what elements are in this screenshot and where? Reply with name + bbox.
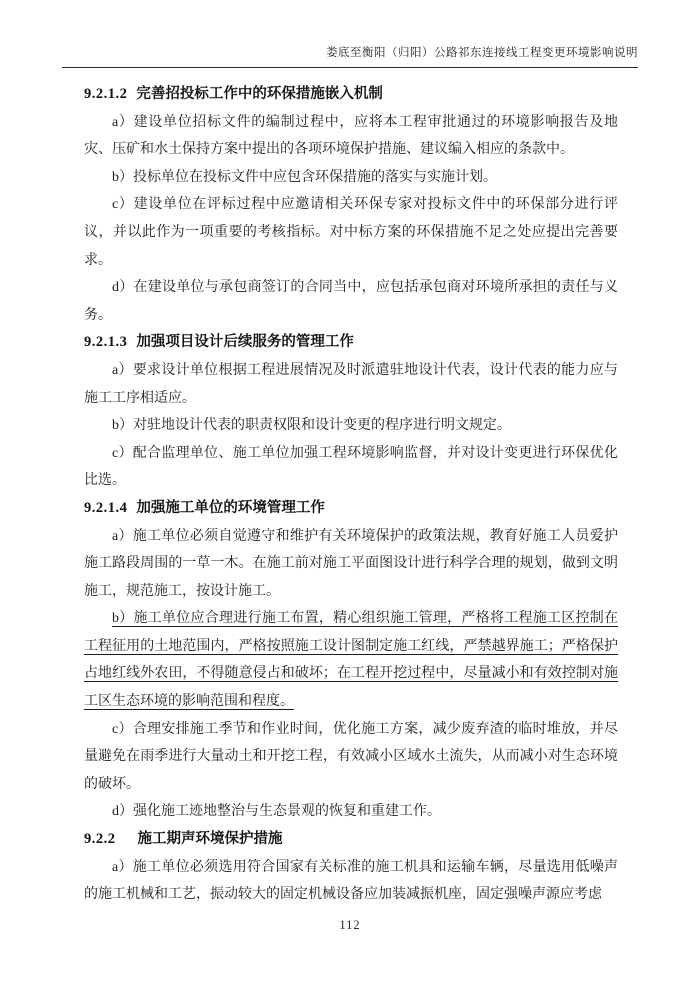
section-number: 9.2.1.3: [84, 334, 128, 351]
page-footer: [0, 918, 700, 933]
section-heading-922: [84, 826, 618, 854]
paragraph: c）合理安排施工季节和作业时间，优化施工方案，减少废弃渣的临时堆放，并尽量避免在雨季进行大量动土和开挖工程，有效减小区域水土流失，从而减小对生态环境的破坏。: [84, 721, 618, 792]
paragraph: a）施工单位必须选用符合国家有关标准的施工机具和运输车辆，尽量选用低噪声的施工机械和工艺，振动较大的固定机械设备应加装减振机座，固定强噪声源应考虑: [84, 859, 618, 903]
header-rule: [62, 67, 638, 68]
section-title: 加强施工单位的环境管理工作: [136, 499, 325, 516]
paragraph: b）投标单位在投标文件中应包含环保措施的落实与实施计划。: [112, 169, 497, 185]
paragraph-underlined: b）施工单位应合理进行施工布置，精心组织施工管理，严格将工程施工区控制在工程征用的土地范围内，严格按照施工设计图制定施工红线，严禁越界施工；严格保护占地红线外农田，不得随意侵占和破坏；在工程开挖过程中，尽量减小和有效控制对施工区生态环境的影响范围和程度。: [84, 611, 618, 710]
paragraph: a）施工单位必须自觉遵守和维护有关环境保护的政策法规，教育好施工人员爱护施工路段周围的一草一木。在施工前对施工平面图设计进行科学合理的规划，做到文明施工，规范施工，按设计施工。: [84, 528, 618, 599]
section-title: 完善招投标工作中的环保措施嵌入机制: [136, 86, 383, 102]
section-title: 加强项目设计后续服务的管理工作: [136, 334, 354, 351]
paragraph: c）建设单位在评标过程中应邀请相关环保专家对投标文件中的环保部分进行评议，并以此作为一项重要的考核指标。对中标方案的环保措施不足之处应提出完善要求。: [84, 197, 618, 268]
page-number: 112: [339, 918, 361, 932]
paragraph: a）要求设计单位根据工程进展情况及时派遣驻地设计代表，设计代表的能力应与施工工序相适应。: [84, 362, 618, 406]
section-heading-9213: [84, 329, 618, 357]
paragraph: c）配合监理单位、施工单位加强工程环境影响监督，并对设计变更进行环保优化比选。: [84, 445, 618, 489]
paragraph: d）在建设单位与承包商签订的合同当中，应包括承包商对环境所承担的责任与义务。: [84, 280, 618, 323]
section-title: 施工期声环境保护措施: [137, 831, 283, 848]
paragraph: d）强化施工迹地整治与生态景观的恢复和重建工作。: [112, 804, 441, 820]
section-heading-9214: [84, 495, 618, 523]
section-number: 9.2.2: [84, 831, 116, 848]
section-number: 9.2.1.4: [84, 499, 128, 516]
header-title: 娄底至衡阳（归阳）公路祁东连接线工程变更环境影响说明: [326, 47, 638, 59]
section-heading-9212: [84, 81, 618, 109]
section-number: 9.2.1.2: [84, 86, 128, 102]
paragraph: b）对驻地设计代表的职责权限和设计变更的程序进行明文规定。: [112, 418, 511, 434]
document-content: [84, 81, 618, 909]
paragraph: a）建设单位招标文件的编制过程中，应将本工程审批通过的环境影响报告及地灾、压矿和水土保持方案中提出的各项环境保护措施、建议编入相应的条款中。: [84, 114, 618, 158]
